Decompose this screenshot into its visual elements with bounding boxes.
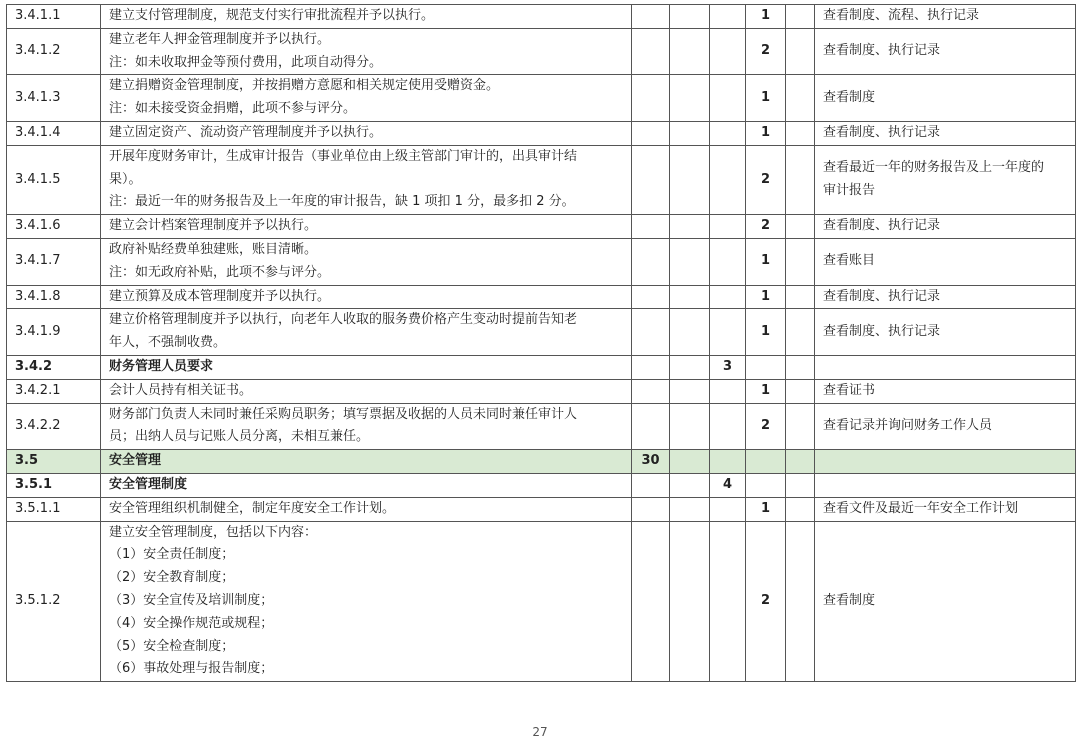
content-line: （1）安全责任制度； [109,547,235,563]
score-level-a [632,5,670,29]
score-level-c: 1 [746,309,786,356]
score-level-c [746,355,786,379]
score-empty-1 [670,497,710,521]
score-empty-2 [786,473,815,497]
item-content [101,521,632,682]
content-line: 员；出纳人员与记账人员分离，未相互兼任。 [109,429,370,445]
score-level-a [632,75,670,122]
evaluation-method [815,285,1076,309]
score-empty-2 [786,450,815,474]
score-level-a: 30 [632,450,670,474]
item-content [101,28,632,75]
score-empty-1 [670,285,710,309]
content-line: （2）安全教育制度； [109,570,235,586]
content-line: 建立会计档案管理制度并予以执行。 [109,218,318,234]
content-line: 建立价格管理制度并予以执行，向老年人收取的服务费价格产生变动时提前告知老 [109,312,578,328]
content-line: 建立安全管理制度，包括以下内容： [109,524,318,540]
method-line: 查看账目 [823,253,876,269]
evaluation-method [815,5,1076,29]
item-code: 3.4.1.7 [7,238,101,285]
method-line: 查看制度、执行记录 [823,43,941,59]
method-line: 查看记录并询问财务工作人员 [823,417,993,433]
evaluation-method [815,145,1076,214]
score-empty-2 [786,285,815,309]
score-empty-2 [786,238,815,285]
item-content [101,238,632,285]
score-level-b [710,75,746,122]
evaluation-method [815,28,1076,75]
score-level-c: 1 [746,75,786,122]
score-empty-2 [786,75,815,122]
score-level-a [632,285,670,309]
score-level-b [710,145,746,214]
table-row [7,355,1076,379]
score-level-a [632,215,670,239]
evaluation-method [815,238,1076,285]
item-content [101,75,632,122]
content-line: 财务管理人员要求 [109,358,214,374]
item-content [101,5,632,29]
table-row [7,121,1076,145]
item-content [101,379,632,403]
score-level-b [710,379,746,403]
evaluation-method [815,450,1076,474]
item-content [101,450,632,474]
item-code: 3.4.1.9 [7,309,101,356]
score-level-a [632,403,670,450]
score-level-c: 2 [746,521,786,682]
score-empty-1 [670,355,710,379]
table-row [7,450,1076,474]
item-code: 3.4.1.6 [7,215,101,239]
item-code: 3.4.1.4 [7,121,101,145]
score-empty-2 [786,521,815,682]
method-line: 查看制度、执行记录 [823,288,941,304]
item-content [101,309,632,356]
score-level-b [710,28,746,75]
score-level-a [632,355,670,379]
score-empty-1 [670,121,710,145]
table-body [7,5,1076,682]
content-line: 开展年度财务审计，生成审计报告（事业单位由上级主管部门审计的，出具审计结 [109,148,578,164]
content-line: 注：如未收取押金等预付费用，此项自动得分。 [109,54,383,70]
score-level-c [746,473,786,497]
method-line: 查看制度、执行记录 [823,323,941,339]
score-level-b [710,521,746,682]
table-row [7,521,1076,682]
evaluation-method [815,403,1076,450]
content-line: 注：如未接受资金捐赠，此项不参与评分。 [109,101,357,117]
evaluation-method [815,309,1076,356]
score-empty-2 [786,497,815,521]
table-row [7,145,1076,214]
score-level-a [632,309,670,356]
method-line: 查看制度、执行记录 [823,218,941,234]
score-level-a [632,473,670,497]
score-level-c: 1 [746,285,786,309]
evaluation-method [815,473,1076,497]
score-level-a [632,145,670,214]
content-line: 年人，不强制收费。 [109,335,227,351]
score-empty-2 [786,403,815,450]
score-empty-1 [670,145,710,214]
score-level-c: 1 [746,238,786,285]
score-level-c: 1 [746,379,786,403]
item-content [101,121,632,145]
method-line: 审计报告 [823,182,876,198]
evaluation-method [815,75,1076,122]
score-level-a [632,238,670,285]
item-content [101,145,632,214]
content-line: 建立支付管理制度，规范支付实行审批流程并予以执行。 [109,8,435,23]
score-level-a [632,28,670,75]
content-line: 会计人员持有相关证书。 [109,382,253,398]
score-level-b: 4 [710,473,746,497]
score-empty-2 [786,215,815,239]
item-code: 3.4.1.8 [7,285,101,309]
table-row [7,285,1076,309]
table-row [7,238,1076,285]
score-level-b [710,309,746,356]
item-code: 3.4.1.2 [7,28,101,75]
content-line: 财务部门负责人未同时兼任采购员职务；填写票据及收据的人员未同时兼任审计人 [109,406,578,422]
score-empty-1 [670,473,710,497]
score-level-c: 1 [746,5,786,29]
method-line: 查看制度 [823,89,876,105]
content-line: 注：如无政府补贴，此项不参与评分。 [109,264,331,280]
score-level-b [710,5,746,29]
score-level-b [710,403,746,450]
evaluation-method [815,215,1076,239]
item-code: 3.5 [7,450,101,474]
method-line: 查看制度、执行记录 [823,124,941,140]
evaluation-method [815,521,1076,682]
table-row [7,75,1076,122]
content-line: 建立捐赠资金管理制度，并按捐赠方意愿和相关规定使用受赠资金。 [109,78,500,94]
content-line: 安全管理 [109,453,162,469]
score-empty-1 [670,5,710,29]
score-empty-1 [670,403,710,450]
score-level-a [632,521,670,682]
table-row [7,497,1076,521]
item-code: 3.4.2.2 [7,403,101,450]
score-empty-1 [670,238,710,285]
table-row [7,403,1076,450]
score-level-c: 1 [746,497,786,521]
item-code: 3.4.1.3 [7,75,101,122]
score-level-c: 2 [746,145,786,214]
score-empty-1 [670,215,710,239]
item-code: 3.4.2 [7,355,101,379]
score-empty-1 [670,379,710,403]
score-empty-2 [786,28,815,75]
item-content [101,403,632,450]
method-line: 查看制度、流程、执行记录 [823,8,980,23]
score-level-c: 2 [746,215,786,239]
content-line: （4）安全操作规范或规程； [109,615,274,631]
method-line: 查看证书 [823,382,876,398]
content-line: （5）安全检查制度； [109,638,235,654]
item-code: 3.4.1.1 [7,5,101,29]
content-line: 建立预算及成本管理制度并予以执行。 [109,288,331,304]
item-code: 3.5.1.2 [7,521,101,682]
score-level-a [632,121,670,145]
score-empty-2 [786,121,815,145]
item-content [101,473,632,497]
item-code: 3.4.1.5 [7,145,101,214]
item-content [101,497,632,521]
evaluation-method [815,379,1076,403]
score-level-b [710,450,746,474]
content-line: 注：最近一年的财务报告及上一年度的审计报告，缺 1 项扣 1 分，最多扣 2 分。 [109,194,575,210]
item-code: 3.5.1 [7,473,101,497]
score-level-a [632,497,670,521]
score-empty-2 [786,355,815,379]
item-code: 3.5.1.1 [7,497,101,521]
method-line: 查看制度 [823,592,876,608]
score-empty-2 [786,5,815,29]
item-content [101,215,632,239]
evaluation-table [6,4,1076,682]
method-line: 查看最近一年的财务报告及上一年度的 [823,160,1045,176]
score-empty-2 [786,145,815,214]
score-level-c: 2 [746,28,786,75]
table-row [7,28,1076,75]
content-line: （3）安全宣传及培训制度； [109,592,274,608]
evaluation-method [815,355,1076,379]
page-number: 27 [532,725,548,739]
score-empty-1 [670,450,710,474]
score-level-b [710,121,746,145]
score-level-c: 2 [746,403,786,450]
score-level-a [632,379,670,403]
score-level-b [710,215,746,239]
table-row [7,309,1076,356]
item-content [101,285,632,309]
score-empty-1 [670,75,710,122]
score-empty-1 [670,309,710,356]
method-line: 查看文件及最近一年安全工作计划 [823,500,1019,516]
score-level-b: 3 [710,355,746,379]
score-empty-2 [786,309,815,356]
content-line: 建立老年人押金管理制度并予以执行。 [109,31,331,47]
evaluation-method [815,497,1076,521]
score-empty-2 [786,379,815,403]
content-line: 安全管理组织机制健全，制定年度安全工作计划。 [109,500,396,516]
score-level-c: 1 [746,121,786,145]
table-row [7,473,1076,497]
table-row [7,379,1076,403]
content-line: 安全管理制度 [109,476,188,492]
table-row [7,5,1076,29]
score-level-b [710,238,746,285]
score-empty-1 [670,28,710,75]
content-line: 果）。 [109,171,142,187]
item-code: 3.4.2.1 [7,379,101,403]
score-level-c [746,450,786,474]
content-line: （6）事故处理与报告制度； [109,661,274,677]
item-content [101,355,632,379]
evaluation-method [815,121,1076,145]
score-level-b [710,497,746,521]
score-level-b [710,285,746,309]
table-row [7,215,1076,239]
score-empty-1 [670,521,710,682]
content-line: 政府补贴经费单独建账，账目清晰。 [109,241,318,257]
content-line: 建立固定资产、流动资产管理制度并予以执行。 [109,124,383,140]
